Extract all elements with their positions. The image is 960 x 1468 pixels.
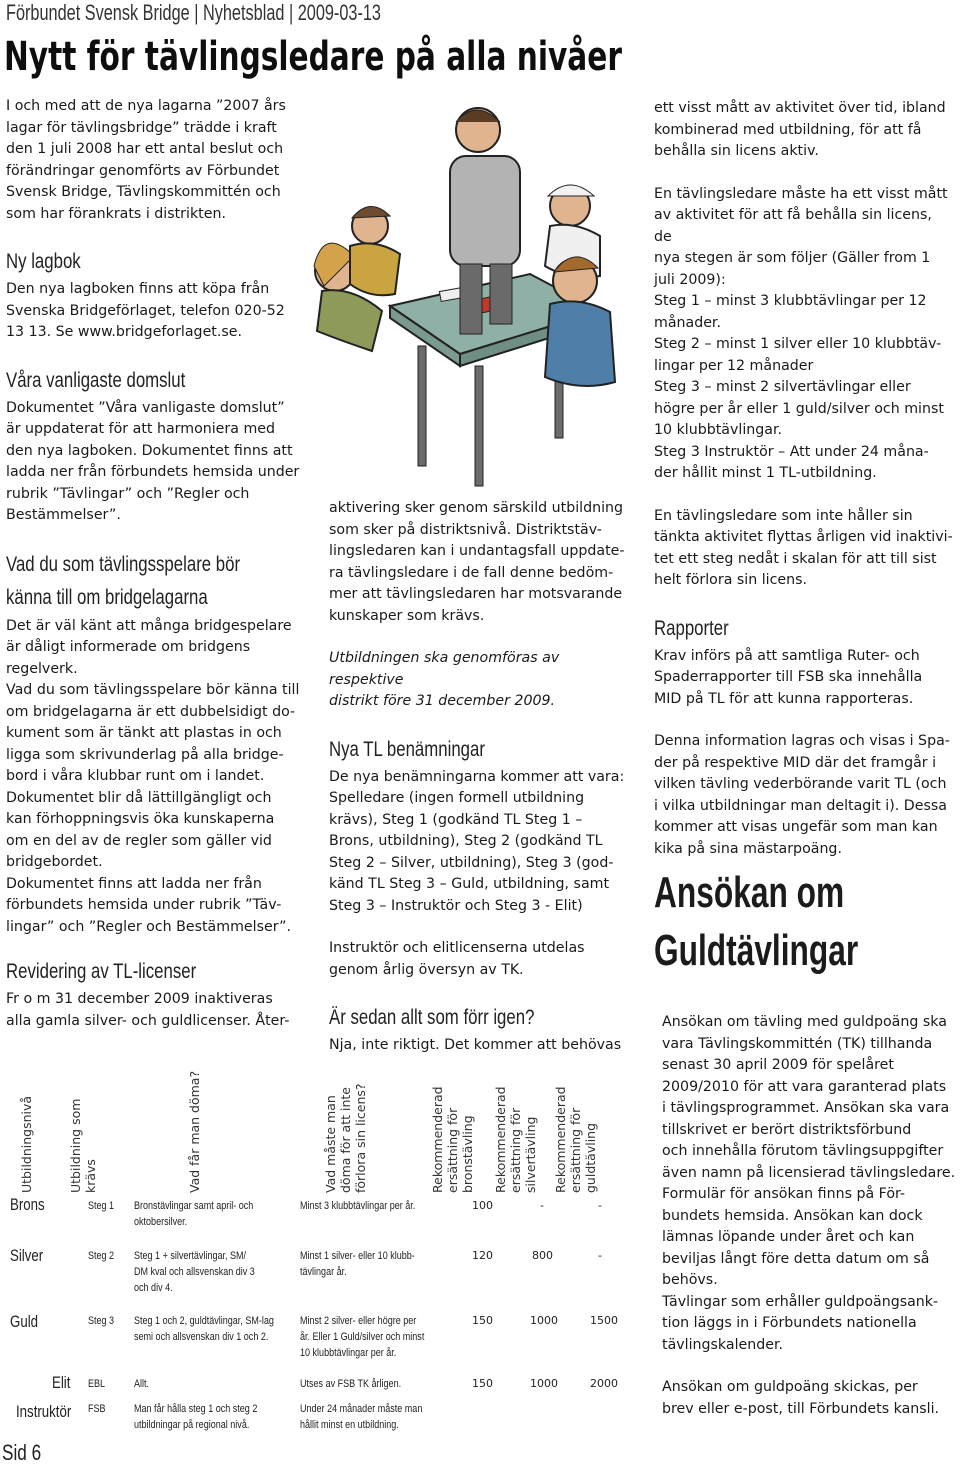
masthead: Förbundet Svensk Bridge | Nyhetsblad | 2009-03-13 xyxy=(6,0,381,25)
paragraph-steg: En tävlingsledare måste ha ett visst mått av aktivitet för att få behålla sin licens, de nya stegen är som följer (Gäller from 1 juli 2009): Steg 1 – minst 3 klubbtävlingar per 12 månader. Steg 2 – minst 1 silver eller 10 klubbtäv- lingar per 12 månader Steg 3 – minst 2 silvertävlingar eller högre per år eller 1 guld/silver och minst 10 klubbtävlingar. Steg 3 Instruktör – Att under 24 måna- der hållit minst 1 TL-utbildning. xyxy=(654,185,948,481)
licens-table xyxy=(0,1058,640,1448)
column-left xyxy=(6,96,302,1032)
heading-tavlingsspelare: Vad du som tävlingsspelare bör känna till om bridgelagarna xyxy=(6,552,241,609)
heading-ny-lagbok: Ny lagbok xyxy=(6,250,81,273)
cell-ersattning-brons: 150 xyxy=(472,1314,493,1327)
heading-ansokan-guldtavlingar: Ansökan om Guldtävlingar xyxy=(654,868,859,975)
row-label-instruktor: Instruktör xyxy=(16,1402,72,1421)
page-title: Nytt för tävlingsledare på alla nivåer xyxy=(4,34,622,80)
paragraph-ansokan: Ansökan om tävling med guldpoäng ska vara Tävlingskommittén (TK) tillhanda senast 30 april 2009 för spelåret 2009/2010 för att vara garanterad plats i tävlingsprogrammet. Ansökan ska vara tillskrivet er berört distriktsförbund och innehålla förutom tävlingsuppgifter även namn på licensierad tävlingsledare. Formulär för ansökan finns på För- bundets hemsida. Ansökan kan dock lämnas löpande under året och kan beviljas långt före detta datum om så behövs. Tävlingar som erhåller guldpoängsank- tion läggs in i Förbundets nationella tävlingskalender. xyxy=(662,1014,956,1353)
paragraph-elit: Instruktör och elitlicenserna utdelas genom årlig översyn av TK. xyxy=(329,940,585,978)
cell-ersattning-brons: 100 xyxy=(472,1199,493,1212)
row-label-brons: Brons xyxy=(10,1195,45,1214)
row-label-guld: Guld xyxy=(10,1312,39,1331)
cell-ersattning-guld: 2000 xyxy=(590,1377,618,1390)
header-ersattning-silver: Rekommenderad ersättning för silvertävling xyxy=(493,1086,538,1193)
cell-ersattning-silver: - xyxy=(540,1199,544,1212)
row-label-silver: Silver xyxy=(10,1246,44,1265)
cell-krav: Under 24 månader måste man hållit minst en utbildning. xyxy=(300,1403,423,1431)
column-right xyxy=(654,98,954,860)
cell-ersattning-guld: - xyxy=(598,1249,602,1262)
paragraph-spader: Denna information lagras och visas i Spa- der på respektive MID där det framgår i vilken tävling vederbörande varit TL (och i vilka utbildningar man deltagit i). Dessa kommer att visas ungefär som man kan kika på sina mästarpoäng. xyxy=(654,733,950,857)
cell-steg: FSB xyxy=(88,1403,106,1415)
cell-ersattning-brons: 150 xyxy=(472,1377,493,1390)
header-utbildningsniva: Utbildningsnivå xyxy=(19,1095,34,1193)
paragraph-revidering: Fr o m 31 december 2009 inaktiveras alla gamla silver- och guldlicenser. Åter- xyxy=(6,991,290,1029)
column-middle xyxy=(329,498,635,1057)
paragraph-utbildning-italic: Utbildningen ska genomföras av respektive distrikt före 31 december 2009. xyxy=(329,650,560,709)
cell-doma: Man får hålla steg 1 och steg 2 utbildningar på regional nivå. xyxy=(134,1403,258,1431)
header-vad-far-man-doma: Vad får man döma? xyxy=(187,1070,202,1193)
paragraph-tavlingsspelare: Det är väl känt att många bridgespelare är dåligt informerade om bridgens regelverk. Vad du som tävlingsspelare bör känna till om bridgelagarna är ett dubbelsidigt do- kument som är tänkt att plastas in och ligga som skrivunderlag på alla bridge- bord i våra klubbar runt om i landet. Dokumentet blir då lättillgängligt och kan förhoppningsvis öka kunskaperna om en del av de regler som gäller vid bridgebordet. Dokumentet finns att ladda ner från förbundets hemsida under rubrik ”Täv- lingar” och ”Regler och Bestämmelser”. xyxy=(6,617,300,935)
cell-steg: Steg 3 xyxy=(88,1315,115,1327)
paragraph-aktivitet: ett visst mått av aktivitet över tid, ibland kombinerad med utbildning, för att få behålla sin licens aktiv. xyxy=(654,100,946,159)
header-ersattning-brons: Rekommenderad ersättning för bronstävling xyxy=(430,1086,475,1193)
paragraph-som-forr: Nja, inte riktigt. Det kommer att behövas xyxy=(329,1037,622,1053)
cell-doma: Bronstävlingar samt april- och oktobersilver. xyxy=(134,1200,254,1228)
cell-krav: Minst 3 klubbtävlingar per år. xyxy=(300,1200,416,1212)
row-label-elit: Elit xyxy=(52,1373,71,1392)
heading-rapporter: Rapporter xyxy=(654,616,729,640)
cell-steg: Steg 2 xyxy=(88,1250,115,1262)
paragraph-inaktivitet: En tävlingsledare som inte håller sin tänkta aktivitet flyttas årligen vid inaktivi- tet ett steg nedåt i skalan för att till sist helt förlora sin licens. xyxy=(654,507,953,588)
cell-krav: Minst 1 silver- eller 10 klubb- tävlingar år. xyxy=(300,1250,415,1278)
header-utbildning-som-kravs: Utbildning som krävs xyxy=(68,1098,98,1193)
header-ersattning-guld: Rekommenderad ersättning för guldtävling xyxy=(553,1086,598,1193)
paragraph-ansokan-skickas: Ansökan om guldpoäng skickas, per brev eller e-post, till Förbundets kansli. xyxy=(662,1379,940,1417)
cell-steg: Steg 1 xyxy=(88,1200,115,1212)
paragraph-nya-tl: De nya benämningarna kommer att vara: Spelledare (ingen formell utbildning krävs), Steg 1 (godkänd TL Steg 1 – Brons, utbildning), Steg 2 (godkänd TL Steg 2 – Silver, utbildning), Steg 3 (god- känd TL Steg 3 – Guld, utbildning, samt Steg 3 – Instruktör och Steg 3 - Elit) xyxy=(329,768,625,914)
cell-ersattning-silver: 1000 xyxy=(530,1377,558,1390)
page-number: Sid 6 xyxy=(2,1440,42,1465)
cell-ersattning-guld: - xyxy=(598,1199,602,1212)
cell-steg: EBL xyxy=(88,1378,106,1390)
paragraph-rapporter: Krav införs på att samtliga Ruter- och Spaderrapporter till FSB ska innehålla MID på TL för att kunna rapporteras. xyxy=(654,647,923,707)
heading-domslut: Våra vanligaste domslut xyxy=(6,368,186,392)
header-vad-maste-man-doma: Vad måste man döma för att inte förlora sin licens? xyxy=(323,1083,368,1193)
paragraph-domslut: Dokumentet ”Våra vanligaste domslut” är uppdaterat för att harmoniera med den nya lagboken. Dokumentet finns att ladda ner från förbundets hemsida under rubrik ”Tävlingar” och ”Regler och Bestämmelser”. xyxy=(6,399,300,523)
cell-doma: Steg 1 + silvertävlingar, SM/ DM kval och allsvenskan div 3 och div 4. xyxy=(134,1250,255,1294)
cell-ersattning-guld: 1500 xyxy=(590,1314,618,1327)
cell-doma: Steg 1 och 2, guldtävlingar, SM-lag semi och allsvenskan div 1 och 2. xyxy=(134,1315,274,1343)
paragraph-aktivering: aktivering sker genom särskild utbildning som sker på distriktsnivå. Distriktstäv- lingsledaren kan i undantagsfall uppdate- ra tävlingsledare i de fall denne bedöm- mer att tävlingsledaren har motsvarande kunskaper som krävs. xyxy=(329,500,625,624)
cell-ersattning-silver: 800 xyxy=(532,1249,553,1262)
cell-ersattning-silver: 1000 xyxy=(530,1314,558,1327)
bridge-players-illustration xyxy=(300,96,640,496)
heading-revidering: Revidering av TL-licenser xyxy=(6,960,197,983)
cell-doma: Allt. xyxy=(134,1378,150,1390)
cell-ersattning-brons: 120 xyxy=(472,1249,493,1262)
cell-krav: Utses av FSB TK årligen. xyxy=(300,1378,402,1390)
paragraph-ny-lagbok: Den nya lagboken finns att köpa från Svenska Bridgeförlaget, telefon 020-52 13 13. Se www.bridgeforlaget.se. xyxy=(6,281,285,340)
heading-som-forr: Är sedan allt som förr igen? xyxy=(329,1006,535,1029)
intro-paragraph: I och med att de nya lagarna ”2007 års lagar för tävlingsbridge” trädde i kraft den 1 juli 2008 har ett antal beslut och förändringar genomförts av Förbundet Svensk Bridge, Tävlingskommittén och som har förankrats i distrikten. xyxy=(6,98,286,222)
heading-nya-tl: Nya TL benämningar xyxy=(329,737,485,761)
column-ansokan xyxy=(662,1012,956,1420)
cell-krav: Minst 2 silver- eller högre per år. Eller 1 Guld/silver och minst 10 klubbtävlingar per år. xyxy=(300,1315,425,1359)
